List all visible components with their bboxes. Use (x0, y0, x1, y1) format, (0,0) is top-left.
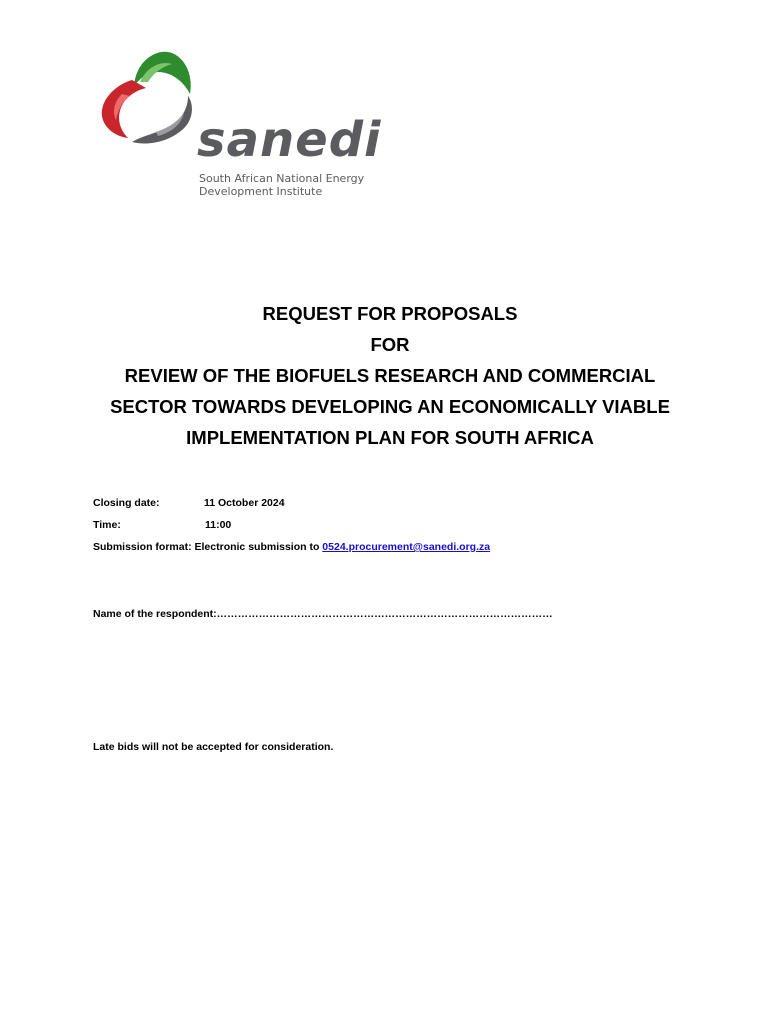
submission-email-link[interactable]: 0524.procurement@sanedi.org.za (322, 541, 491, 553)
title-line-3: REVIEW OF THE BIOFUELS RESEARCH AND COMMERCIAL (124, 365, 656, 386)
respondent-name-field: Name of the respondent:…………………………………………………………………………………… (93, 608, 553, 620)
submission-format-label: Submission format: Electronic submission to (93, 541, 323, 553)
logo-subtitle-line2: Development Institute (199, 185, 323, 198)
sanedi-emblem-icon (96, 46, 206, 146)
title-line-4: SECTOR TOWARDS DEVELOPING AN ECONOMICALLY VIABLE (110, 396, 670, 417)
closing-date-label: Closing date: (93, 497, 160, 509)
logo-subtitle (199, 172, 364, 198)
time-value: 11:00 (205, 519, 232, 531)
submission-format (93, 541, 490, 553)
sanedi-logo (96, 46, 396, 206)
logo-subtitle-line1: South African National Energy (199, 172, 365, 185)
document-title (40, 298, 740, 453)
time-label: Time: (93, 519, 121, 531)
title-line-1: REQUEST FOR PROPOSALS (262, 303, 518, 324)
late-bids-note: Late bids will not be accepted for consideration. (93, 741, 334, 753)
logo-wordmark: sanedi (197, 112, 382, 168)
closing-date-value: 11 October 2024 (204, 497, 285, 509)
title-line-5: IMPLEMENTATION PLAN FOR SOUTH AFRICA (186, 427, 594, 448)
title-line-2: FOR (370, 334, 410, 355)
